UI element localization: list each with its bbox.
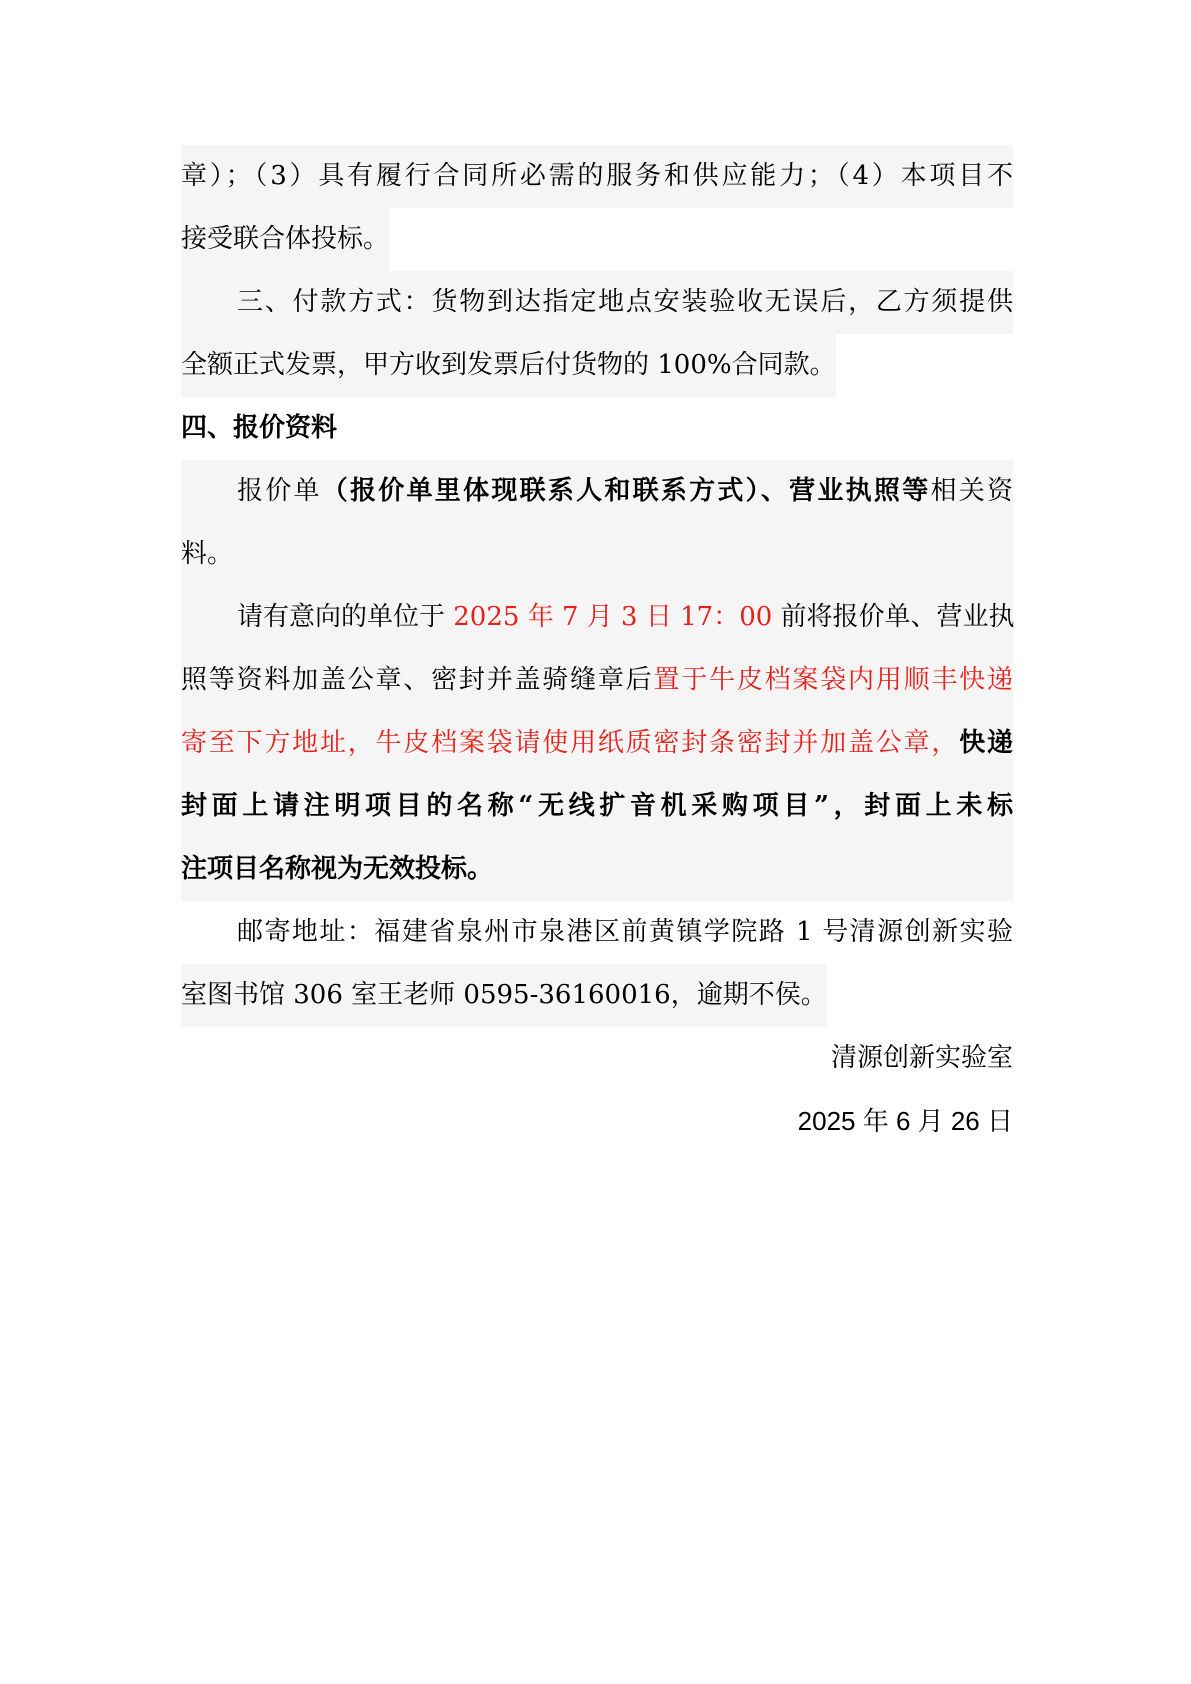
deadline-line-1	[181, 586, 1013, 649]
qualification-text-line-2-span: 接受联合体投标。	[181, 208, 389, 271]
deadline-line-2	[181, 649, 1013, 712]
mailing-address-line-1: 邮寄地址：福建省泉州市泉港区前黄镇学院路 1 号清源创新实验	[237, 917, 1013, 947]
mailing-address-line-2	[181, 964, 1013, 1027]
quote-materials-line-1	[181, 460, 1013, 523]
payment-method-line-1: 三、付款方式：货物到达指定地点安装验收无误后，乙方须提供	[181, 271, 1013, 334]
deadline-line-3	[181, 712, 1013, 775]
deadline-line-4: 封面上请注明项目的名称“无线扩音机采购项目”，封面上未标	[181, 775, 1013, 838]
quote-materials-suffix: 相关资	[930, 476, 1013, 506]
deadline-line-5: 注项目名称视为无效投标。	[181, 838, 1013, 901]
signature-organization: 清源创新实验室	[830, 1043, 1013, 1073]
deadline-line-2-prefix: 照等资料加盖公章、密封并盖骑缝章后	[181, 665, 654, 695]
deadline-line-3-bold: 快递	[959, 728, 1013, 758]
qualification-text-line-1: 章）；（3）具有履行合同所必需的服务和供应能力；（4）本项目不	[181, 145, 1013, 208]
deadline-line-3-red: 寄至下方地址，牛皮档案袋请使用纸质密封条密封并加盖公章，	[181, 728, 960, 758]
document-body	[181, 145, 1013, 1153]
signature-date: 2025 年 6 月 26 日	[797, 1106, 1013, 1136]
quote-materials-bold: （报价单里体现联系人和联系方式）、营业执照等	[321, 476, 931, 506]
deadline-suffix: 前将报价单、营业执	[772, 602, 1015, 632]
payment-method-line-2	[181, 334, 1013, 397]
mailing-address-line-2-span: 室图书馆 306 室王老师 0595-36160016，逾期不侯。	[181, 964, 827, 1027]
quote-materials-line-2: 料。	[181, 523, 1013, 586]
section-heading-quote-materials: 四、报价资料	[181, 413, 338, 443]
deadline-line-2-red: 置于牛皮档案袋内用顺丰快递	[653, 665, 1013, 695]
qualification-text-line-2	[181, 208, 1013, 271]
deadline-prefix: 请有意向的单位于	[237, 602, 454, 632]
payment-method-line-2-span: 全额正式发票，甲方收到发票后付货物的 100%合同款。	[181, 334, 836, 397]
quote-materials-prefix: 报价单	[237, 476, 322, 506]
deadline-date: 2025 年 7 月 3 日 17：00	[453, 602, 773, 632]
